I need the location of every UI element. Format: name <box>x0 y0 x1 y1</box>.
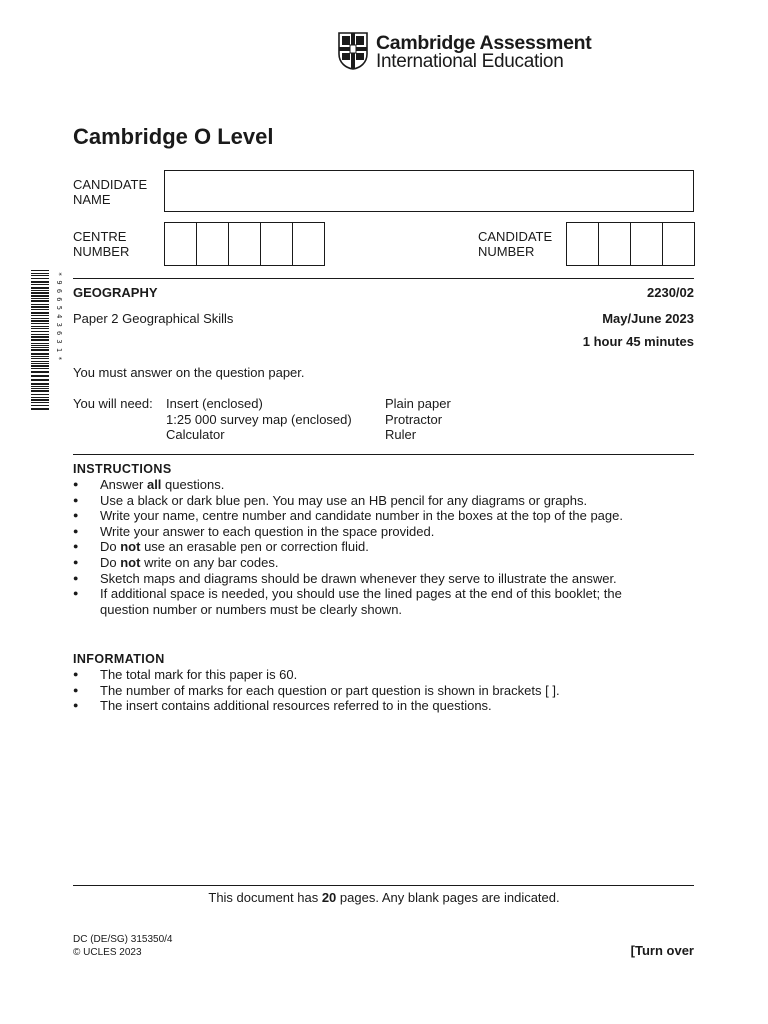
centre-number-cell[interactable] <box>261 223 293 265</box>
barcode-bar <box>31 390 49 392</box>
candidate-number-label <box>478 229 552 259</box>
information-item: ● The number of marks for each question or part question is shown in brackets [ ]. <box>73 683 673 699</box>
barcode-bar <box>31 394 49 395</box>
centre-number-label <box>73 229 129 259</box>
instruction-text: Answer <box>100 477 147 492</box>
instruction-text: use an erasable pen or correction fluid. <box>140 539 369 555</box>
candidate-name-field[interactable] <box>164 170 694 212</box>
barcode-bar <box>31 402 49 403</box>
information-heading: INFORMATION <box>73 652 165 666</box>
barcode-bar <box>31 353 49 355</box>
information-list <box>73 667 673 714</box>
barcode-bar <box>31 312 49 314</box>
page-count-note <box>0 890 768 905</box>
paper-code: 2230/02 <box>647 285 694 300</box>
barcode-bar <box>31 349 49 351</box>
instruction-text: If additional space is needed, you should use the lined pages at the end of this booklet; the question number or numbers must be clearly shown. <box>100 586 622 617</box>
university-crest-icon <box>338 32 368 70</box>
barcode-bar <box>31 273 49 274</box>
instruction-item <box>73 524 673 540</box>
barcode-bar <box>31 304 49 305</box>
barcode-bar <box>31 356 49 357</box>
barcode-bar <box>31 386 49 387</box>
instruction-item <box>73 508 673 524</box>
copyright: © UCLES 2023 <box>73 947 142 958</box>
instruction-emphasis: not <box>120 554 141 570</box>
barcode-bar <box>31 292 49 294</box>
barcode-bar <box>31 315 49 316</box>
need-label: You will need: <box>73 396 153 411</box>
answer-note: You must answer on the question paper. <box>73 365 305 380</box>
barcode-bar <box>31 388 49 389</box>
requirements-list-2 <box>385 396 451 443</box>
barcode-bar <box>31 375 49 377</box>
barcode-bar <box>31 365 49 367</box>
barcode-bar <box>31 361 49 362</box>
barcode-bar <box>31 298 49 299</box>
requirement-item: 1:25 000 survey map (enclosed) <box>166 411 352 427</box>
instruction-item <box>73 571 673 587</box>
page-count-post: pages. Any blank pages are indicated. <box>336 890 560 905</box>
barcode-bar <box>31 334 49 335</box>
requirement-item: Plain paper <box>385 396 451 411</box>
instruction-item <box>73 586 673 617</box>
barcode-bar <box>31 405 49 406</box>
barcode-bar <box>31 320 49 322</box>
barcode-bar <box>31 270 49 271</box>
barcode-bar <box>31 295 49 297</box>
barcode-bar <box>31 300 49 302</box>
instruction-item <box>73 477 673 493</box>
candidate-number-cell[interactable] <box>567 223 599 265</box>
barcode-digits: * 9 6 6 5 4 3 6 3 1 * <box>55 272 63 361</box>
instruction-emphasis: not <box>120 539 141 555</box>
requirement-item: Calculator <box>166 427 225 442</box>
barcode-bar <box>31 399 49 401</box>
barcode-bar <box>31 347 49 348</box>
barcode-bar <box>31 326 49 327</box>
barcode-bar <box>31 306 49 308</box>
barcode-bar <box>31 336 49 338</box>
barcode-bar <box>31 275 49 276</box>
centre-number-cell[interactable] <box>229 223 261 265</box>
barcode-bar <box>31 339 49 341</box>
barcode-bar <box>31 328 49 329</box>
exam-session: May/June 2023 <box>602 311 694 326</box>
barcode-bar <box>31 331 49 332</box>
logo-line-1: Cambridge Assessment <box>376 32 592 54</box>
logo-line-2: International Education <box>376 51 564 72</box>
instruction-text: Write your name, centre number and candidate number in the boxes at the top of the page. <box>100 508 623 524</box>
paper-name: Paper 2 Geographical Skills <box>73 311 234 326</box>
centre-number-cell[interactable] <box>293 223 325 265</box>
candidate-number-cell[interactable] <box>663 223 695 265</box>
divider <box>73 885 694 886</box>
candidate-number-field[interactable] <box>566 222 695 266</box>
candidate-number-label-line2: NUMBER <box>478 244 535 259</box>
subject-name: GEOGRAPHY <box>73 285 158 300</box>
barcode-bar <box>31 368 49 369</box>
centre-number-field[interactable] <box>164 222 325 266</box>
instruction-item <box>73 555 673 571</box>
centre-number-cell[interactable] <box>197 223 229 265</box>
barcode-bar <box>31 284 49 285</box>
turn-over-label: [Turn over <box>630 943 694 958</box>
instruction-text: Do <box>100 554 121 570</box>
information-item: ● The total mark for this paper is 60. <box>73 667 673 683</box>
barcode-bar <box>31 290 49 291</box>
page-count-pre: This document has <box>208 890 322 905</box>
instructions-heading: INSTRUCTIONS <box>73 462 172 476</box>
requirement-item: Insert (enclosed) <box>166 396 263 411</box>
divider <box>73 278 694 279</box>
barcode-bar <box>31 371 49 373</box>
barcode-bar <box>31 358 49 359</box>
instruction-text: Sketch maps and diagrams should be drawn whenever they serve to illustrate the answer. <box>100 570 617 586</box>
barcode-bar <box>31 323 49 324</box>
instruction-text: questions. <box>161 477 225 492</box>
page-count-number: 20 <box>321 890 337 905</box>
candidate-number-cell[interactable] <box>599 223 631 265</box>
information-item: ● The insert contains additional resources referred to in the questions. <box>73 698 673 714</box>
divider <box>73 454 694 455</box>
candidate-name-label-line2: NAME <box>73 192 111 207</box>
barcode-bar <box>31 309 49 310</box>
barcode-bar <box>31 281 49 283</box>
barcode-bar <box>31 379 49 381</box>
candidate-name-label <box>73 177 147 207</box>
barcode-bar <box>31 397 49 398</box>
barcode <box>31 270 63 412</box>
candidate-number-label-line1: CANDIDATE <box>478 229 553 244</box>
instruction-text: write on any bar codes. <box>140 554 279 570</box>
document-reference: DC (DE/SG) 315350/4 <box>73 934 173 945</box>
exam-duration: 1 hour 45 minutes <box>582 334 694 349</box>
cambridge-logo <box>338 30 592 72</box>
instruction-text: Write your answer to each question in the space provided. <box>100 523 435 539</box>
instruction-item <box>73 539 673 555</box>
barcode-bar <box>31 363 49 364</box>
instruction-emphasis: all <box>146 477 162 492</box>
barcode-bar <box>31 345 49 346</box>
instructions-list <box>73 477 673 617</box>
centre-number-label-line1: CENTRE <box>73 229 127 244</box>
instruction-text: Do <box>100 539 121 555</box>
barcode-bar <box>31 318 49 319</box>
page-title: Cambridge O Level <box>73 124 274 149</box>
barcode-bar <box>31 278 49 279</box>
requirement-item: Protractor <box>385 411 443 427</box>
centre-number-cell[interactable] <box>165 223 197 265</box>
barcode-bar <box>31 408 49 410</box>
requirements-list-1 <box>166 396 352 443</box>
candidate-name-label-line1: CANDIDATE <box>73 177 148 192</box>
requirement-item: Ruler <box>385 427 417 442</box>
barcode-bar <box>31 383 49 385</box>
instruction-text: Use a black or dark blue pen. You may use an HB pencil for any diagrams or graphs. <box>100 492 588 508</box>
centre-number-label-line2: NUMBER <box>73 244 130 259</box>
barcode-bar <box>31 287 49 289</box>
candidate-number-cell[interactable] <box>631 223 663 265</box>
instruction-item <box>73 493 673 509</box>
barcode-bar <box>31 343 49 344</box>
